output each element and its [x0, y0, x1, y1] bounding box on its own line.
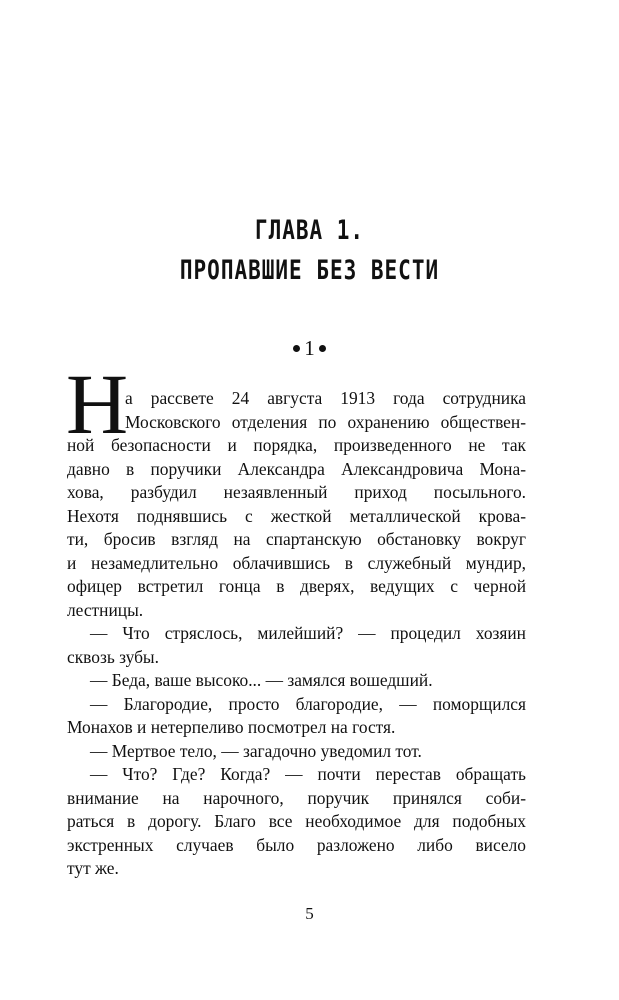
chapter-heading: ГЛАВА 1. — [254, 215, 365, 245]
drop-cap: Н — [66, 356, 129, 452]
text-line: Нехотя поднявшись с жесткой металлической крова- — [67, 505, 526, 526]
text-line: — Беда, ваше высоко... — замялся вошедший. — [90, 670, 433, 690]
text-line: а рассвете 24 августа 1913 года сотрудника — [125, 388, 526, 408]
text-line: хова, разбудил незаявленный приход посыльного. — [67, 482, 526, 502]
bullet-dot-icon — [293, 345, 300, 352]
page-number: 5 — [305, 904, 314, 923]
paragraph — [67, 622, 526, 669]
paragraph — [67, 763, 526, 881]
text-line: ной безопасности и порядка, произведенного не так — [67, 435, 526, 455]
text-line: тут же. — [67, 858, 119, 878]
text-line: — Мертвое тело, — загадочно уведомил тот. — [90, 740, 422, 761]
text-line: и незамедлительно облачившись в служебный мундир, — [67, 552, 526, 573]
paragraph — [67, 669, 526, 693]
paragraph — [67, 740, 526, 764]
text-line: ти, бросив взгляд на спартанскую обстановку вокруг — [67, 529, 526, 549]
section-number: 1 — [304, 336, 315, 360]
text-line: внимание на нарочного, поручик принялся соби- — [67, 787, 526, 808]
text-line: Монахов и нетерпеливо посмотрел на гостя. — [67, 717, 396, 737]
text-line: — Что? Где? Когда? — почти перестав обращать — [90, 764, 526, 784]
bullet-dot-icon — [319, 345, 326, 352]
text-line: экстренных случаев было разложено либо висело — [67, 834, 526, 855]
paragraph — [67, 387, 526, 622]
text-line: — Благородие, просто благородие, — поморщился — [90, 693, 526, 714]
body-text — [66, 356, 526, 881]
text-line: офицер встретил гонца в дверях, ведущих с черной — [67, 576, 526, 596]
text-line: Московского отделения по охранению обществен- — [125, 411, 526, 432]
text-line: сквозь зубы. — [67, 646, 159, 667]
text-line: — Что стряслось, милейший? — процедил хозяин — [90, 623, 526, 643]
chapter-subtitle: ПРОПАВШИЕ БЕЗ ВЕСТИ — [179, 255, 440, 285]
paragraph — [67, 693, 526, 740]
text-line: давно в поручики Александра Александровича Мона- — [67, 458, 526, 479]
text-line: лестницы. — [67, 599, 144, 620]
text-line: раться в дорогу. Благо все необходимое для подобных — [67, 811, 526, 831]
